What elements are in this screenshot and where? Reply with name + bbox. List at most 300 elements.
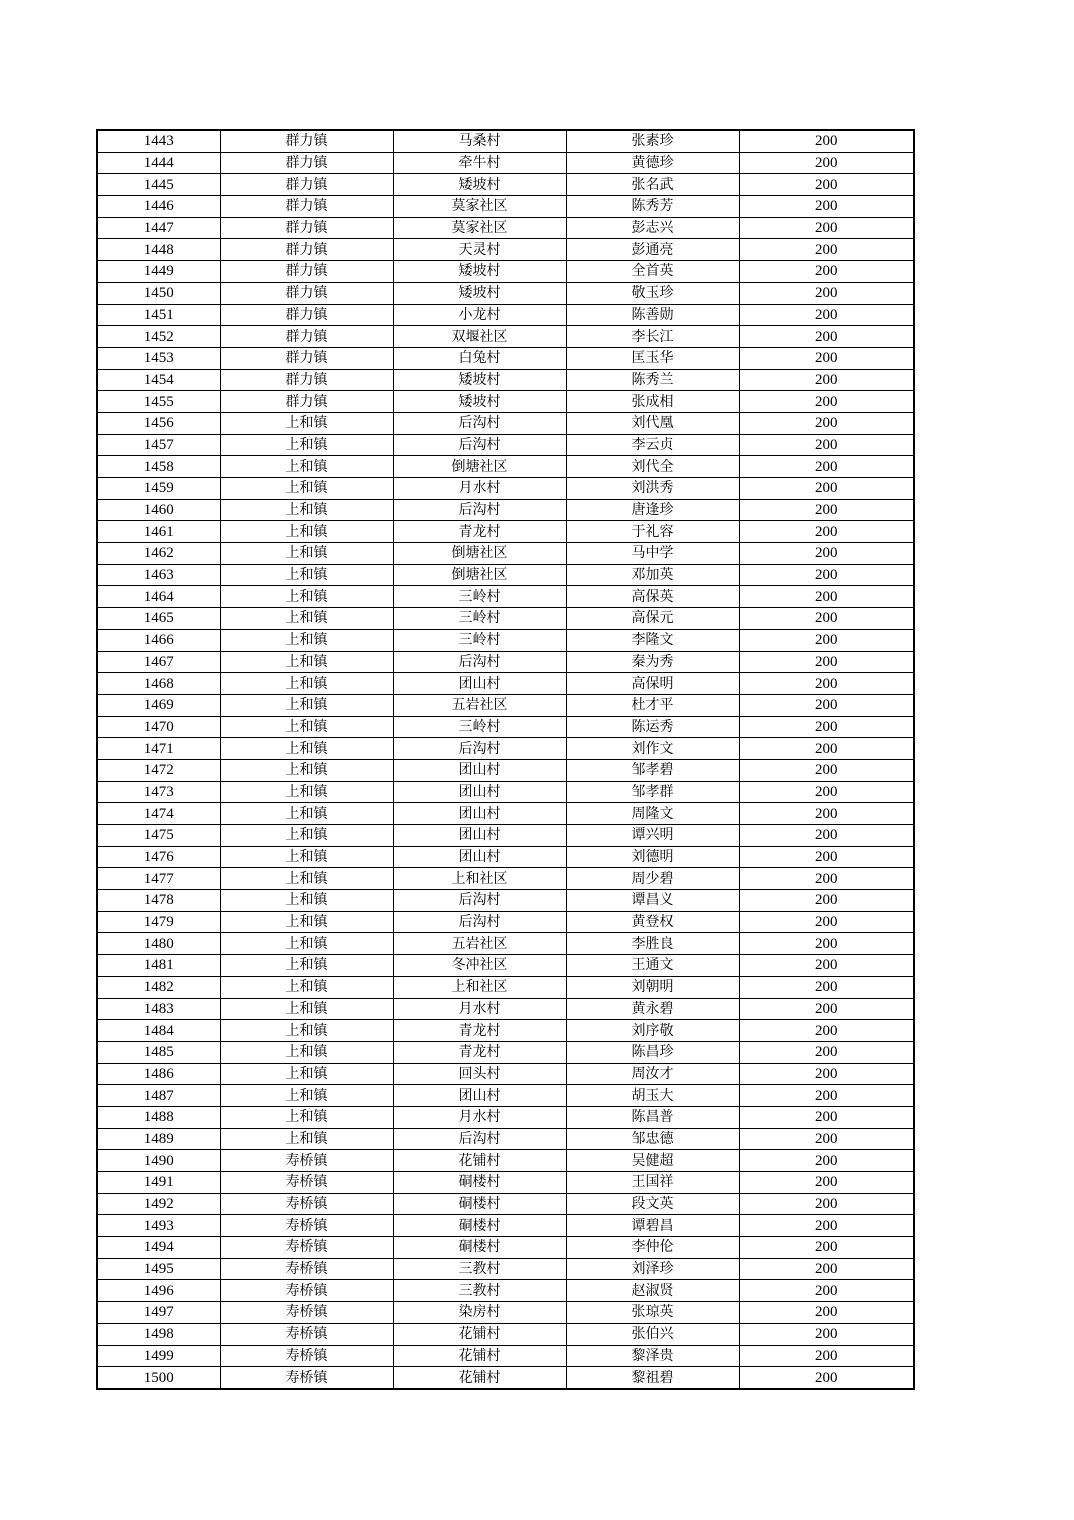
cell-amount: 200 xyxy=(739,1237,914,1259)
table-row xyxy=(97,803,914,825)
cell-serial-number: 1463 xyxy=(97,564,220,586)
cell-serial-number: 1461 xyxy=(97,521,220,543)
cell-serial-number: 1500 xyxy=(97,1367,220,1389)
cell-serial-number: 1451 xyxy=(97,304,220,326)
cell-village: 矮坡村 xyxy=(393,261,566,283)
cell-person-name: 高保元 xyxy=(566,608,739,630)
cell-person-name: 陈运秀 xyxy=(566,716,739,738)
cell-village: 青龙村 xyxy=(393,1041,566,1063)
cell-town: 上和镇 xyxy=(220,434,393,456)
cell-serial-number: 1492 xyxy=(97,1193,220,1215)
table-row xyxy=(97,911,914,933)
cell-person-name: 赵淑贤 xyxy=(566,1280,739,1302)
cell-amount: 200 xyxy=(739,412,914,434)
table-row xyxy=(97,1280,914,1302)
table-row xyxy=(97,1302,914,1324)
table-row xyxy=(97,651,914,673)
cell-town: 上和镇 xyxy=(220,955,393,977)
cell-amount: 200 xyxy=(739,955,914,977)
cell-serial-number: 1462 xyxy=(97,543,220,565)
cell-person-name: 杜才平 xyxy=(566,694,739,716)
cell-serial-number: 1454 xyxy=(97,369,220,391)
cell-amount: 200 xyxy=(739,890,914,912)
cell-person-name: 李隆文 xyxy=(566,629,739,651)
cell-town: 上和镇 xyxy=(220,1041,393,1063)
cell-serial-number: 1446 xyxy=(97,196,220,218)
cell-person-name: 李胜良 xyxy=(566,933,739,955)
cell-person-name: 陈善勋 xyxy=(566,304,739,326)
cell-village: 回头村 xyxy=(393,1063,566,1085)
cell-person-name: 马中学 xyxy=(566,543,739,565)
cell-serial-number: 1486 xyxy=(97,1063,220,1085)
cell-amount: 200 xyxy=(739,326,914,348)
cell-amount: 200 xyxy=(739,781,914,803)
cell-amount: 200 xyxy=(739,130,914,152)
cell-person-name: 黄登权 xyxy=(566,911,739,933)
cell-village: 花铺村 xyxy=(393,1367,566,1389)
cell-town: 上和镇 xyxy=(220,456,393,478)
cell-town: 上和镇 xyxy=(220,781,393,803)
cell-village: 花铺村 xyxy=(393,1150,566,1172)
cell-village: 硐楼村 xyxy=(393,1172,566,1194)
cell-serial-number: 1469 xyxy=(97,694,220,716)
cell-town: 上和镇 xyxy=(220,911,393,933)
cell-serial-number: 1449 xyxy=(97,261,220,283)
cell-serial-number: 1464 xyxy=(97,586,220,608)
cell-town: 上和镇 xyxy=(220,543,393,565)
cell-amount: 200 xyxy=(739,716,914,738)
table-row xyxy=(97,1106,914,1128)
cell-serial-number: 1457 xyxy=(97,434,220,456)
cell-amount: 200 xyxy=(739,868,914,890)
cell-town: 上和镇 xyxy=(220,521,393,543)
cell-amount: 200 xyxy=(739,586,914,608)
cell-person-name: 于礼容 xyxy=(566,521,739,543)
cell-person-name: 张琼英 xyxy=(566,1302,739,1324)
cell-village: 五岩社区 xyxy=(393,933,566,955)
cell-person-name: 周隆文 xyxy=(566,803,739,825)
table-row xyxy=(97,1150,914,1172)
cell-village: 后沟村 xyxy=(393,1128,566,1150)
cell-serial-number: 1466 xyxy=(97,629,220,651)
cell-village: 后沟村 xyxy=(393,651,566,673)
cell-serial-number: 1480 xyxy=(97,933,220,955)
cell-person-name: 张成相 xyxy=(566,391,739,413)
cell-town: 上和镇 xyxy=(220,564,393,586)
cell-town: 上和镇 xyxy=(220,868,393,890)
cell-amount: 200 xyxy=(739,825,914,847)
cell-person-name: 刘泽珍 xyxy=(566,1258,739,1280)
cell-serial-number: 1455 xyxy=(97,391,220,413)
cell-serial-number: 1483 xyxy=(97,998,220,1020)
cell-amount: 200 xyxy=(739,304,914,326)
cell-town: 寿桥镇 xyxy=(220,1193,393,1215)
cell-serial-number: 1448 xyxy=(97,239,220,261)
cell-town: 群力镇 xyxy=(220,261,393,283)
cell-person-name: 陈昌普 xyxy=(566,1106,739,1128)
cell-amount: 200 xyxy=(739,347,914,369)
cell-village: 三岭村 xyxy=(393,716,566,738)
cell-town: 寿桥镇 xyxy=(220,1258,393,1280)
cell-serial-number: 1484 xyxy=(97,1020,220,1042)
cell-person-name: 陈秀兰 xyxy=(566,369,739,391)
cell-amount: 200 xyxy=(739,543,914,565)
cell-town: 上和镇 xyxy=(220,976,393,998)
table-row xyxy=(97,868,914,890)
cell-person-name: 张素珍 xyxy=(566,130,739,152)
cell-amount: 200 xyxy=(739,759,914,781)
cell-town: 上和镇 xyxy=(220,651,393,673)
cell-person-name: 胡玉大 xyxy=(566,1085,739,1107)
cell-village: 白兔村 xyxy=(393,347,566,369)
cell-town: 群力镇 xyxy=(220,174,393,196)
cell-town: 上和镇 xyxy=(220,608,393,630)
cell-amount: 200 xyxy=(739,478,914,500)
cell-serial-number: 1460 xyxy=(97,499,220,521)
cell-amount: 200 xyxy=(739,1193,914,1215)
cell-person-name: 刘序敬 xyxy=(566,1020,739,1042)
table-row xyxy=(97,1345,914,1367)
cell-serial-number: 1498 xyxy=(97,1323,220,1345)
cell-person-name: 邹孝碧 xyxy=(566,759,739,781)
table-row xyxy=(97,521,914,543)
cell-village: 花铺村 xyxy=(393,1345,566,1367)
table-row xyxy=(97,217,914,239)
cell-village: 后沟村 xyxy=(393,434,566,456)
cell-town: 上和镇 xyxy=(220,478,393,500)
cell-village: 硐楼村 xyxy=(393,1193,566,1215)
cell-person-name: 张伯兴 xyxy=(566,1323,739,1345)
table-row xyxy=(97,586,914,608)
table-row xyxy=(97,694,914,716)
cell-village: 马桑村 xyxy=(393,130,566,152)
table-row xyxy=(97,738,914,760)
cell-amount: 200 xyxy=(739,261,914,283)
cell-amount: 200 xyxy=(739,499,914,521)
cell-serial-number: 1459 xyxy=(97,478,220,500)
cell-serial-number: 1493 xyxy=(97,1215,220,1237)
cell-person-name: 李云贞 xyxy=(566,434,739,456)
cell-village: 倒塘社区 xyxy=(393,456,566,478)
cell-amount: 200 xyxy=(739,434,914,456)
cell-person-name: 吴健超 xyxy=(566,1150,739,1172)
cell-person-name: 全首英 xyxy=(566,261,739,283)
cell-serial-number: 1488 xyxy=(97,1106,220,1128)
table-row xyxy=(97,1237,914,1259)
cell-serial-number: 1453 xyxy=(97,347,220,369)
cell-person-name: 邹忠德 xyxy=(566,1128,739,1150)
cell-town: 上和镇 xyxy=(220,846,393,868)
cell-village: 硐楼村 xyxy=(393,1215,566,1237)
cell-village: 团山村 xyxy=(393,846,566,868)
cell-amount: 200 xyxy=(739,391,914,413)
table-row xyxy=(97,130,914,152)
cell-town: 上和镇 xyxy=(220,890,393,912)
cell-village: 五岩社区 xyxy=(393,694,566,716)
cell-person-name: 彭通亮 xyxy=(566,239,739,261)
table-row xyxy=(97,391,914,413)
table-row xyxy=(97,608,914,630)
cell-serial-number: 1470 xyxy=(97,716,220,738)
cell-serial-number: 1467 xyxy=(97,651,220,673)
cell-village: 青龙村 xyxy=(393,521,566,543)
cell-town: 上和镇 xyxy=(220,586,393,608)
cell-person-name: 高保明 xyxy=(566,673,739,695)
cell-person-name: 谭昌义 xyxy=(566,890,739,912)
table-row xyxy=(97,304,914,326)
cell-serial-number: 1444 xyxy=(97,152,220,174)
cell-amount: 200 xyxy=(739,1280,914,1302)
cell-town: 上和镇 xyxy=(220,825,393,847)
table-row xyxy=(97,825,914,847)
table-row xyxy=(97,1063,914,1085)
cell-person-name: 周汝才 xyxy=(566,1063,739,1085)
cell-serial-number: 1452 xyxy=(97,326,220,348)
table-row xyxy=(97,478,914,500)
cell-amount: 200 xyxy=(739,239,914,261)
cell-village: 青龙村 xyxy=(393,1020,566,1042)
cell-serial-number: 1499 xyxy=(97,1345,220,1367)
cell-village: 矮坡村 xyxy=(393,174,566,196)
cell-town: 寿桥镇 xyxy=(220,1237,393,1259)
cell-amount: 200 xyxy=(739,1323,914,1345)
cell-amount: 200 xyxy=(739,217,914,239)
cell-person-name: 匡玉华 xyxy=(566,347,739,369)
cell-person-name: 黄永碧 xyxy=(566,998,739,1020)
cell-person-name: 李仲伦 xyxy=(566,1237,739,1259)
cell-person-name: 秦为秀 xyxy=(566,651,739,673)
table-row xyxy=(97,1258,914,1280)
cell-town: 群力镇 xyxy=(220,217,393,239)
table-row xyxy=(97,716,914,738)
cell-amount: 200 xyxy=(739,174,914,196)
cell-serial-number: 1445 xyxy=(97,174,220,196)
cell-village: 上和社区 xyxy=(393,868,566,890)
table-row xyxy=(97,955,914,977)
cell-village: 团山村 xyxy=(393,759,566,781)
cell-village: 团山村 xyxy=(393,673,566,695)
cell-amount: 200 xyxy=(739,196,914,218)
table-row xyxy=(97,196,914,218)
cell-serial-number: 1481 xyxy=(97,955,220,977)
cell-person-name: 段文英 xyxy=(566,1193,739,1215)
table-row xyxy=(97,933,914,955)
cell-person-name: 王国祥 xyxy=(566,1172,739,1194)
cell-village: 后沟村 xyxy=(393,499,566,521)
cell-amount: 200 xyxy=(739,803,914,825)
cell-town: 群力镇 xyxy=(220,130,393,152)
table-row xyxy=(97,1215,914,1237)
cell-amount: 200 xyxy=(739,564,914,586)
cell-amount: 200 xyxy=(739,911,914,933)
cell-serial-number: 1475 xyxy=(97,825,220,847)
cell-village: 矮坡村 xyxy=(393,369,566,391)
cell-village: 牵牛村 xyxy=(393,152,566,174)
cell-town: 寿桥镇 xyxy=(220,1280,393,1302)
cell-town: 上和镇 xyxy=(220,759,393,781)
cell-village: 后沟村 xyxy=(393,738,566,760)
cell-village: 团山村 xyxy=(393,781,566,803)
cell-town: 寿桥镇 xyxy=(220,1172,393,1194)
cell-town: 群力镇 xyxy=(220,369,393,391)
table-row xyxy=(97,239,914,261)
table-row xyxy=(97,1128,914,1150)
cell-serial-number: 1497 xyxy=(97,1302,220,1324)
table-row xyxy=(97,1085,914,1107)
cell-village: 月水村 xyxy=(393,478,566,500)
cell-serial-number: 1482 xyxy=(97,976,220,998)
table-row xyxy=(97,1193,914,1215)
cell-village: 花铺村 xyxy=(393,1323,566,1345)
cell-serial-number: 1476 xyxy=(97,846,220,868)
cell-person-name: 黄德珍 xyxy=(566,152,739,174)
table-row xyxy=(97,629,914,651)
cell-village: 倒塘社区 xyxy=(393,564,566,586)
cell-serial-number: 1496 xyxy=(97,1280,220,1302)
cell-village: 上和社区 xyxy=(393,976,566,998)
cell-serial-number: 1477 xyxy=(97,868,220,890)
cell-serial-number: 1474 xyxy=(97,803,220,825)
table-row xyxy=(97,1041,914,1063)
cell-town: 上和镇 xyxy=(220,499,393,521)
table-row xyxy=(97,998,914,1020)
cell-town: 寿桥镇 xyxy=(220,1302,393,1324)
cell-person-name: 王通文 xyxy=(566,955,739,977)
cell-serial-number: 1489 xyxy=(97,1128,220,1150)
cell-amount: 200 xyxy=(739,1367,914,1389)
cell-town: 上和镇 xyxy=(220,1063,393,1085)
cell-town: 群力镇 xyxy=(220,152,393,174)
cell-town: 群力镇 xyxy=(220,304,393,326)
cell-town: 上和镇 xyxy=(220,803,393,825)
cell-town: 上和镇 xyxy=(220,716,393,738)
cell-amount: 200 xyxy=(739,282,914,304)
cell-person-name: 刘代凰 xyxy=(566,412,739,434)
table-row xyxy=(97,1020,914,1042)
cell-serial-number: 1456 xyxy=(97,412,220,434)
cell-amount: 200 xyxy=(739,738,914,760)
table-row xyxy=(97,890,914,912)
cell-town: 寿桥镇 xyxy=(220,1345,393,1367)
cell-serial-number: 1447 xyxy=(97,217,220,239)
table-row xyxy=(97,261,914,283)
cell-person-name: 唐逢珍 xyxy=(566,499,739,521)
cell-amount: 200 xyxy=(739,629,914,651)
cell-person-name: 高保英 xyxy=(566,586,739,608)
table-row xyxy=(97,347,914,369)
table-row xyxy=(97,1323,914,1345)
cell-village: 硐楼村 xyxy=(393,1237,566,1259)
cell-village: 后沟村 xyxy=(393,890,566,912)
table-row xyxy=(97,412,914,434)
cell-serial-number: 1495 xyxy=(97,1258,220,1280)
cell-town: 群力镇 xyxy=(220,196,393,218)
cell-person-name: 刘朝明 xyxy=(566,976,739,998)
cell-village: 矮坡村 xyxy=(393,391,566,413)
cell-town: 群力镇 xyxy=(220,239,393,261)
table-row xyxy=(97,369,914,391)
table-row xyxy=(97,456,914,478)
cell-village: 天灵村 xyxy=(393,239,566,261)
cell-person-name: 谭碧昌 xyxy=(566,1215,739,1237)
cell-amount: 200 xyxy=(739,694,914,716)
cell-town: 上和镇 xyxy=(220,998,393,1020)
cell-town: 群力镇 xyxy=(220,391,393,413)
table-row xyxy=(97,543,914,565)
cell-village: 团山村 xyxy=(393,803,566,825)
cell-village: 三教村 xyxy=(393,1280,566,1302)
cell-village: 莫家社区 xyxy=(393,217,566,239)
cell-serial-number: 1487 xyxy=(97,1085,220,1107)
cell-village: 后沟村 xyxy=(393,911,566,933)
cell-village: 月水村 xyxy=(393,1106,566,1128)
cell-village: 三岭村 xyxy=(393,629,566,651)
cell-village: 三岭村 xyxy=(393,608,566,630)
table-row xyxy=(97,976,914,998)
cell-town: 上和镇 xyxy=(220,1020,393,1042)
cell-town: 群力镇 xyxy=(220,347,393,369)
cell-person-name: 刘作文 xyxy=(566,738,739,760)
cell-person-name: 刘洪秀 xyxy=(566,478,739,500)
cell-village: 小龙村 xyxy=(393,304,566,326)
cell-village: 后沟村 xyxy=(393,412,566,434)
cell-village: 双堰社区 xyxy=(393,326,566,348)
cell-serial-number: 1472 xyxy=(97,759,220,781)
cell-person-name: 谭兴明 xyxy=(566,825,739,847)
cell-amount: 200 xyxy=(739,1063,914,1085)
cell-person-name: 周少碧 xyxy=(566,868,739,890)
cell-person-name: 张名武 xyxy=(566,174,739,196)
cell-serial-number: 1458 xyxy=(97,456,220,478)
table-row xyxy=(97,434,914,456)
cell-amount: 200 xyxy=(739,1128,914,1150)
table-row xyxy=(97,564,914,586)
cell-serial-number: 1491 xyxy=(97,1172,220,1194)
cell-serial-number: 1485 xyxy=(97,1041,220,1063)
cell-town: 上和镇 xyxy=(220,694,393,716)
cell-amount: 200 xyxy=(739,1302,914,1324)
cell-amount: 200 xyxy=(739,521,914,543)
cell-amount: 200 xyxy=(739,651,914,673)
cell-town: 寿桥镇 xyxy=(220,1367,393,1389)
cell-serial-number: 1450 xyxy=(97,282,220,304)
cell-person-name: 彭志兴 xyxy=(566,217,739,239)
cell-person-name: 黎祖碧 xyxy=(566,1367,739,1389)
table-row xyxy=(97,499,914,521)
table-row xyxy=(97,673,914,695)
cell-person-name: 黎泽贵 xyxy=(566,1345,739,1367)
cell-village: 月水村 xyxy=(393,998,566,1020)
cell-person-name: 李长江 xyxy=(566,326,739,348)
table-row xyxy=(97,1172,914,1194)
cell-person-name: 陈秀芳 xyxy=(566,196,739,218)
cell-town: 寿桥镇 xyxy=(220,1215,393,1237)
cell-amount: 200 xyxy=(739,1150,914,1172)
cell-village: 团山村 xyxy=(393,1085,566,1107)
cell-town: 上和镇 xyxy=(220,1128,393,1150)
cell-village: 冬冲社区 xyxy=(393,955,566,977)
cell-amount: 200 xyxy=(739,1258,914,1280)
cell-town: 上和镇 xyxy=(220,1106,393,1128)
cell-amount: 200 xyxy=(739,1215,914,1237)
cell-village: 染房村 xyxy=(393,1302,566,1324)
data-table xyxy=(96,129,915,1390)
cell-person-name: 邹孝群 xyxy=(566,781,739,803)
cell-amount: 200 xyxy=(739,1106,914,1128)
table-row xyxy=(97,846,914,868)
cell-town: 上和镇 xyxy=(220,1085,393,1107)
table-row xyxy=(97,1367,914,1389)
